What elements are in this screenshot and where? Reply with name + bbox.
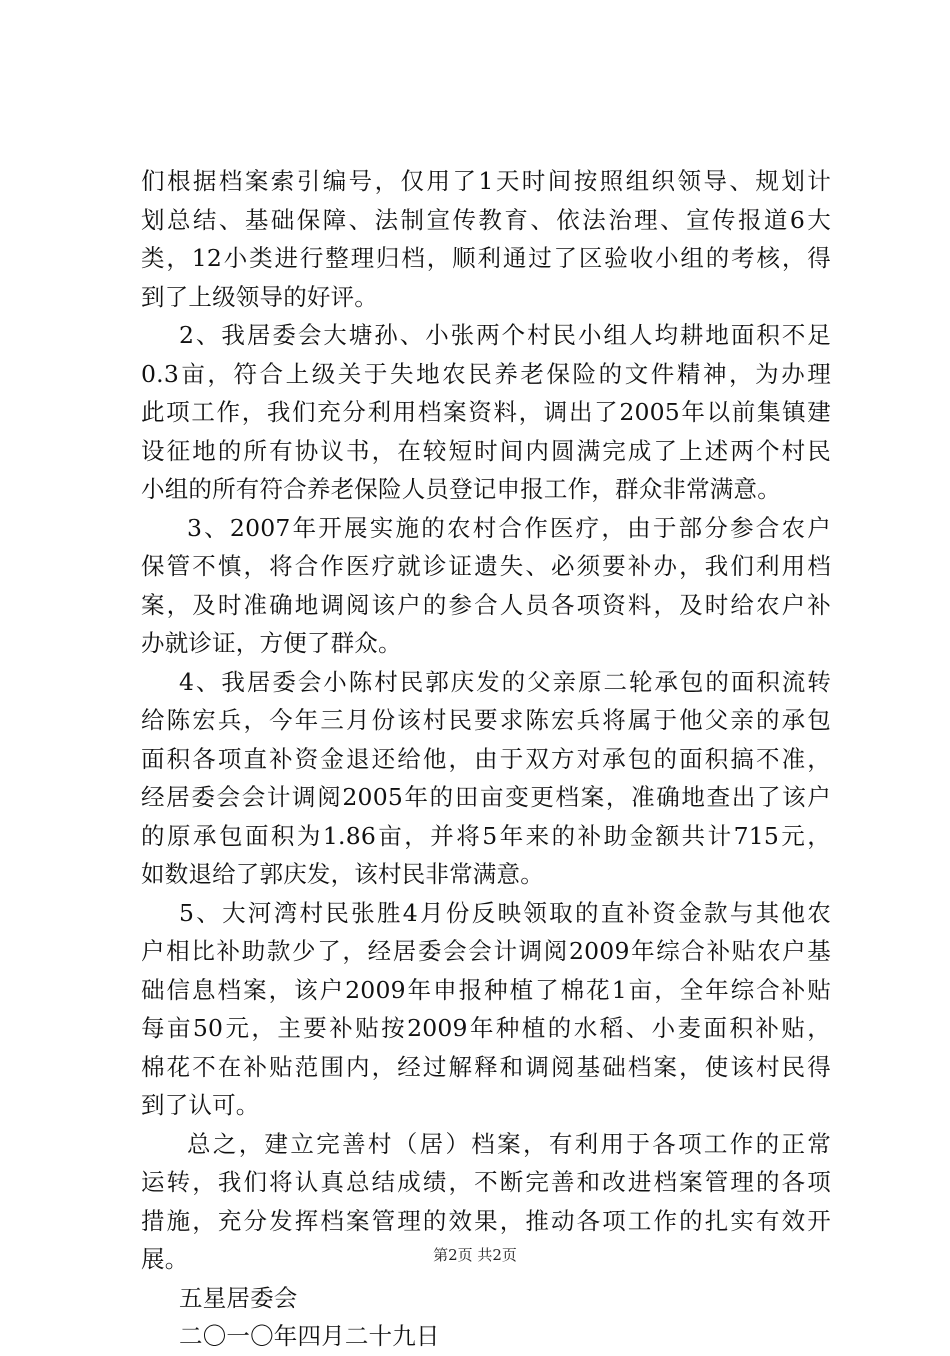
text-line: 保管不慎，将合作医疗就诊证遗失、必须要补办，我们利用档 <box>141 552 831 580</box>
text-line: 如数退给了郭庆发，该村民非常满意。 <box>141 860 544 888</box>
paragraph-start-line: 4、我居委会小陈村民郭庆发的父亲原二轮承包的面积流转 <box>179 667 831 696</box>
paragraph-start-line: 5、大河湾村民张胜4月份反映领取的直补资金款与其他农 <box>179 898 831 927</box>
text-line: 户相比补助款少了，经居委会会计调阅2009年综合补贴农户基 <box>141 937 831 965</box>
paragraph-start-line: 3、2007年开展实施的农村合作医疗，由于部分参合农户 <box>187 513 831 542</box>
text-line: 每亩50元，主要补贴按2009年种植的水稻、小麦面积补贴， <box>141 1014 831 1042</box>
text-line: 棉花不在补贴范围内，经过解释和调阅基础档案，使该村民得 <box>141 1052 831 1081</box>
text-line: 们根据档案索引编号，仅用了1天时间按照组织领导、规划计 <box>141 167 831 195</box>
text-line: 展。 <box>141 1245 189 1273</box>
text-line: 运转，我们将认真总结成绩，不断完善和改进档案管理的各项 <box>141 1168 831 1196</box>
text-line: 础信息档案，该户2009年申报种植了棉花1亩，全年综合补贴 <box>141 975 831 1004</box>
signature-date: 二〇一〇年四月二十九日 <box>179 1322 440 1350</box>
text-line: 面积各项直补资金退还给他，由于双方对承包的面积搞不准， <box>141 744 831 773</box>
text-line: 划总结、基础保障、法制宣传教育、依法治理、宣传报道6大 <box>141 205 831 234</box>
text-line: 类，12小类进行整理归档，顺利通过了区验收小组的考核，得 <box>141 244 831 272</box>
text-line: 设征地的所有协议书，在较短时间内圆满完成了上述两个村民 <box>141 436 831 465</box>
signature-organization: 五星居委会 <box>179 1283 298 1312</box>
text-line: 案，及时准确地调阅该户的参合人员各项资料，及时给农户补 <box>141 590 831 619</box>
text-line: 到了上级领导的好评。 <box>141 282 378 311</box>
paragraph-start-line: 总之，建立完善村（居）档案，有利用于各项工作的正常 <box>187 1129 831 1158</box>
paragraph-start-line: 2、我居委会大塘孙、小张两个村民小组人均耕地面积不足 <box>179 321 831 349</box>
page-footer <box>0 1244 950 1265</box>
text-line: 小组的所有符合养老保险人员登记申报工作，群众非常满意。 <box>141 475 781 503</box>
text-line: 0.3亩，符合上级关于失地农民养老保险的文件精神，为办理 <box>141 359 831 388</box>
text-line: 的原承包面积为1.86亩，并将5年来的补助金额共计715元， <box>141 821 831 850</box>
text-line: 给陈宏兵，今年三月份该村民要求陈宏兵将属于他父亲的承包 <box>141 706 831 734</box>
text-line: 此项工作，我们充分利用档案资料，调出了2005年以前集镇建 <box>141 398 831 426</box>
document-body <box>141 162 831 1356</box>
text-line: 到了认可。 <box>141 1091 260 1119</box>
text-line: 办就诊证，方便了群众。 <box>141 629 402 657</box>
text-line: 措施，充分发挥档案管理的效果，推动各项工作的扎实有效开 <box>141 1206 831 1235</box>
page-number-text: 第2页 共2页 <box>433 1246 517 1264</box>
text-line: 经居委会会计调阅2005年的田亩变更档案，准确地查出了该户 <box>141 783 831 811</box>
